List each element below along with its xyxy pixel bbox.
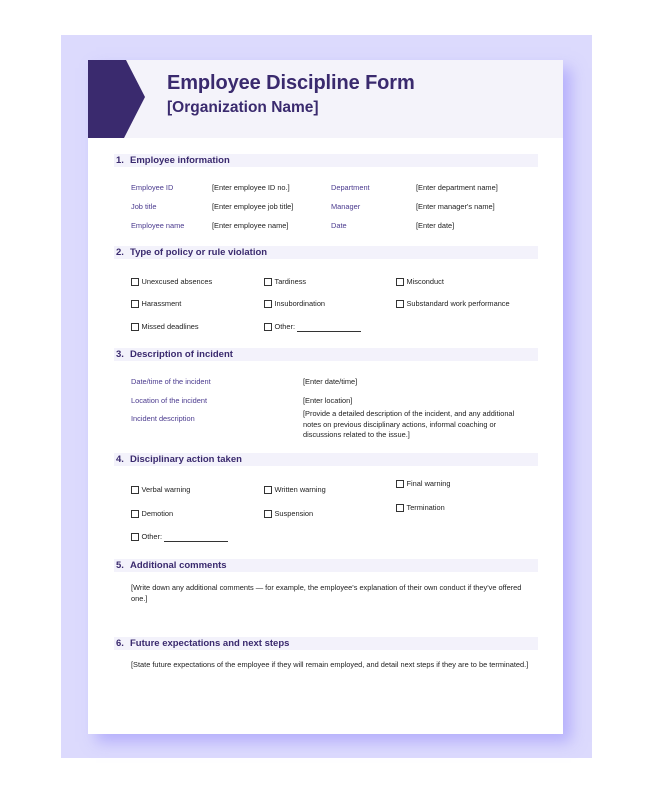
employee-id-label: Employee ID bbox=[131, 183, 174, 192]
checkbox-tardiness[interactable] bbox=[264, 277, 306, 287]
checkbox-label: Tardiness bbox=[274, 277, 307, 286]
manager-label: Manager bbox=[331, 202, 361, 211]
other-violation-input[interactable] bbox=[297, 323, 361, 332]
checkbox-suspension[interactable] bbox=[264, 509, 313, 519]
checkbox-final-warning[interactable] bbox=[396, 479, 450, 489]
date-field[interactable]: [Enter date] bbox=[416, 221, 455, 230]
department-field[interactable]: [Enter department name] bbox=[416, 183, 498, 192]
checkbox-label: Substandard work performance bbox=[406, 299, 510, 308]
checkbox-icon[interactable] bbox=[131, 510, 139, 518]
checkbox-unexcused-absences[interactable] bbox=[131, 277, 212, 287]
checkbox-misconduct[interactable] bbox=[396, 277, 444, 287]
incident-datetime-field[interactable]: [Enter date/time] bbox=[303, 377, 358, 386]
checkbox-label: Verbal warning bbox=[141, 485, 191, 494]
checkbox-other-violation[interactable] bbox=[264, 322, 361, 332]
incident-description-label: Incident description bbox=[131, 414, 195, 423]
section-title: Disciplinary action taken bbox=[130, 454, 242, 465]
checkbox-insubordination[interactable] bbox=[264, 299, 325, 309]
additional-comments-field[interactable]: [Write down any additional comments — for example, the employee's explanation of their own conduct if they've offered one.] bbox=[131, 583, 522, 603]
section-number: 3. bbox=[116, 349, 124, 360]
checkbox-missed-deadlines[interactable] bbox=[131, 322, 199, 332]
checkbox-demotion[interactable] bbox=[131, 509, 173, 519]
checkbox-written-warning[interactable] bbox=[264, 485, 326, 495]
checkbox-label: Unexcused absences bbox=[141, 277, 213, 286]
checkbox-icon[interactable] bbox=[264, 510, 272, 518]
checkbox-label: Final warning bbox=[406, 479, 451, 488]
checkbox-label: Suspension bbox=[274, 509, 314, 518]
incident-location-field[interactable]: [Enter location] bbox=[303, 396, 353, 405]
checkbox-icon[interactable] bbox=[396, 278, 404, 286]
section-number: 4. bbox=[116, 454, 124, 465]
checkbox-icon[interactable] bbox=[264, 323, 272, 331]
section-1-heading bbox=[116, 154, 230, 167]
employee-id-field[interactable]: [Enter employee ID no.] bbox=[212, 183, 290, 192]
section-title: Additional comments bbox=[130, 560, 227, 571]
employee-name-label: Employee name bbox=[131, 221, 185, 230]
incident-location-label: Location of the incident bbox=[131, 396, 208, 405]
checkbox-icon[interactable] bbox=[396, 480, 404, 488]
checkbox-label: Harassment bbox=[141, 299, 182, 308]
checkbox-harassment[interactable] bbox=[131, 299, 181, 309]
checkbox-verbal-warning[interactable] bbox=[131, 485, 190, 495]
section-number: 5. bbox=[116, 560, 124, 571]
section-number: 6. bbox=[116, 638, 124, 649]
checkbox-icon[interactable] bbox=[396, 504, 404, 512]
section-3-heading bbox=[116, 348, 233, 361]
section-title: Future expectations and next steps bbox=[130, 638, 290, 649]
section-2-heading bbox=[116, 246, 267, 259]
employee-name-field[interactable]: [Enter employee name] bbox=[212, 221, 289, 230]
checkbox-label: Written warning bbox=[274, 485, 326, 494]
job-title-label: Job title bbox=[131, 202, 157, 211]
other-action-input[interactable] bbox=[164, 533, 228, 542]
checkbox-icon[interactable] bbox=[131, 533, 139, 541]
checkbox-icon[interactable] bbox=[264, 300, 272, 308]
checkbox-label: Misconduct bbox=[406, 277, 444, 286]
future-expectations-field[interactable]: [State future expectations of the employee if they will remain employed, and detail next steps if they are to be terminated.] bbox=[131, 660, 529, 669]
checkbox-label: Termination bbox=[406, 503, 445, 512]
job-title-field[interactable]: [Enter employee job title] bbox=[212, 202, 294, 211]
header-band bbox=[88, 60, 563, 138]
section-number: 2. bbox=[116, 247, 124, 258]
section-number: 1. bbox=[116, 155, 124, 166]
department-label: Department bbox=[331, 183, 370, 192]
manager-field[interactable]: [Enter manager's name] bbox=[416, 202, 495, 211]
section-5-heading bbox=[116, 559, 227, 572]
checkbox-label: Other: bbox=[274, 322, 296, 331]
checkbox-icon[interactable] bbox=[131, 278, 139, 286]
chevron-banner-icon bbox=[88, 60, 146, 138]
form-page bbox=[88, 60, 563, 734]
checkbox-icon[interactable] bbox=[131, 486, 139, 494]
checkbox-icon[interactable] bbox=[264, 486, 272, 494]
incident-description-field[interactable]: [Provide a detailed description of the incident, and any additional notes on previous disciplinary actions, informal coaching or discussions related to the issue.] bbox=[303, 409, 515, 439]
section-title: Type of policy or rule violation bbox=[130, 247, 268, 258]
checkbox-icon[interactable] bbox=[264, 278, 272, 286]
checkbox-icon[interactable] bbox=[131, 323, 139, 331]
incident-datetime-label: Date/time of the incident bbox=[131, 377, 211, 386]
checkbox-termination[interactable] bbox=[396, 503, 445, 513]
checkbox-label: Insubordination bbox=[274, 299, 326, 308]
checkbox-label: Other: bbox=[141, 532, 163, 541]
checkbox-other-action[interactable] bbox=[131, 532, 228, 542]
section-4-heading bbox=[116, 453, 242, 466]
form-title: Employee Discipline Form bbox=[167, 72, 415, 94]
date-label: Date bbox=[331, 221, 347, 230]
organization-name: [Organization Name] bbox=[167, 99, 319, 116]
checkbox-icon[interactable] bbox=[131, 300, 139, 308]
section-6-heading bbox=[116, 637, 289, 650]
checkbox-substandard-work[interactable] bbox=[396, 299, 510, 309]
section-title: Description of incident bbox=[130, 349, 233, 360]
checkbox-label: Missed deadlines bbox=[141, 322, 199, 331]
checkbox-label: Demotion bbox=[141, 509, 174, 518]
section-title: Employee information bbox=[130, 155, 230, 166]
checkbox-icon[interactable] bbox=[396, 300, 404, 308]
